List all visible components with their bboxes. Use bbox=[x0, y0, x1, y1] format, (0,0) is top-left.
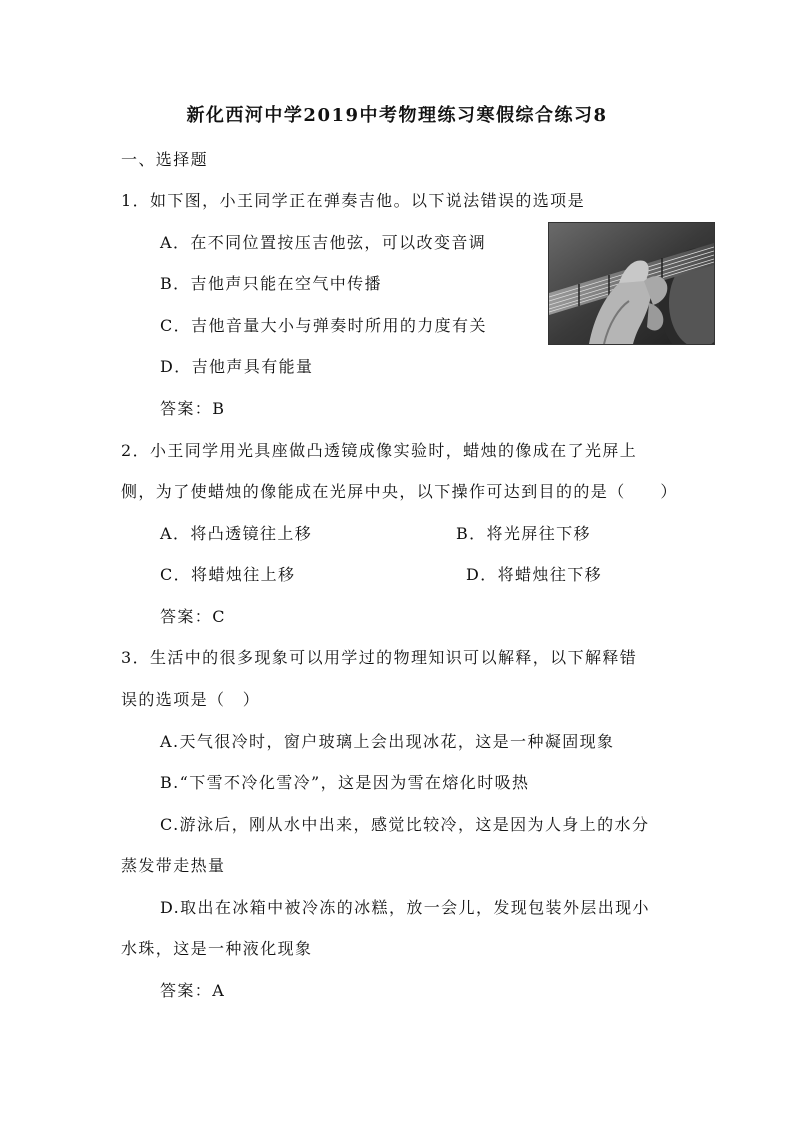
q1-answer: 答案：B bbox=[160, 399, 226, 418]
q3-stem-line2: 误的选项是（ ） bbox=[121, 690, 261, 709]
q1-option-a: A．在不同位置按压吉他弦，可以改变音调 bbox=[160, 233, 487, 252]
q2-option-c: C．将蜡烛往上移 bbox=[160, 565, 296, 584]
q1-option-b: B．吉他声只能在空气中传播 bbox=[160, 274, 382, 293]
q1-option-d: D．吉他声具有能量 bbox=[160, 357, 314, 376]
q2-stem-line1: 2．小王同学用光具座做凸透镜成像实验时，蜡烛的像成在了光屏上 bbox=[121, 441, 638, 460]
q2-option-b: B．将光屏往下移 bbox=[456, 524, 591, 543]
page-title: 新化西河中学2019中考物理练习寒假综合练习8 bbox=[186, 105, 608, 126]
q3-option-a: A.天气很冷时，窗户玻璃上会出现冰花，这是一种凝固现象 bbox=[160, 732, 615, 751]
q2-answer: 答案：C bbox=[160, 607, 226, 626]
q3-option-c-line2: 蒸发带走热量 bbox=[121, 856, 226, 875]
q3-stem-line1: 3．生活中的很多现象可以用学过的物理知识可以解释，以下解释错 bbox=[121, 648, 638, 667]
q1-option-c: C．吉他音量大小与弹奏时所用的力度有关 bbox=[160, 316, 487, 335]
q3-option-d-line2: 水珠，这是一种液化现象 bbox=[121, 939, 313, 958]
q2-stem-line2: 侧，为了使蜡烛的像能成在光屏中央，以下操作可达到目的的是（ ） bbox=[121, 482, 678, 501]
guitar-photo bbox=[548, 222, 715, 345]
q1-stem: 1．如下图，小王同学正在弹奏吉他。以下说法错误的选项是 bbox=[121, 191, 585, 210]
section-heading: 一、选择题 bbox=[121, 150, 209, 169]
q3-answer: 答案：A bbox=[160, 981, 226, 1000]
q3-option-d-line1: D.取出在冰箱中被冷冻的冰糕，放一会儿，发现包装外层出现小 bbox=[160, 898, 650, 917]
q2-option-a: A．将凸透镜往上移 bbox=[160, 524, 313, 543]
q3-option-c-line1: C.游泳后，刚从水中出来，感觉比较冷，这是因为人身上的水分 bbox=[160, 815, 650, 834]
q3-option-b: B.“下雪不冷化雪冷”，这是因为雪在熔化时吸热 bbox=[160, 773, 530, 792]
q2-option-d: D．将蜡烛往下移 bbox=[466, 565, 603, 584]
